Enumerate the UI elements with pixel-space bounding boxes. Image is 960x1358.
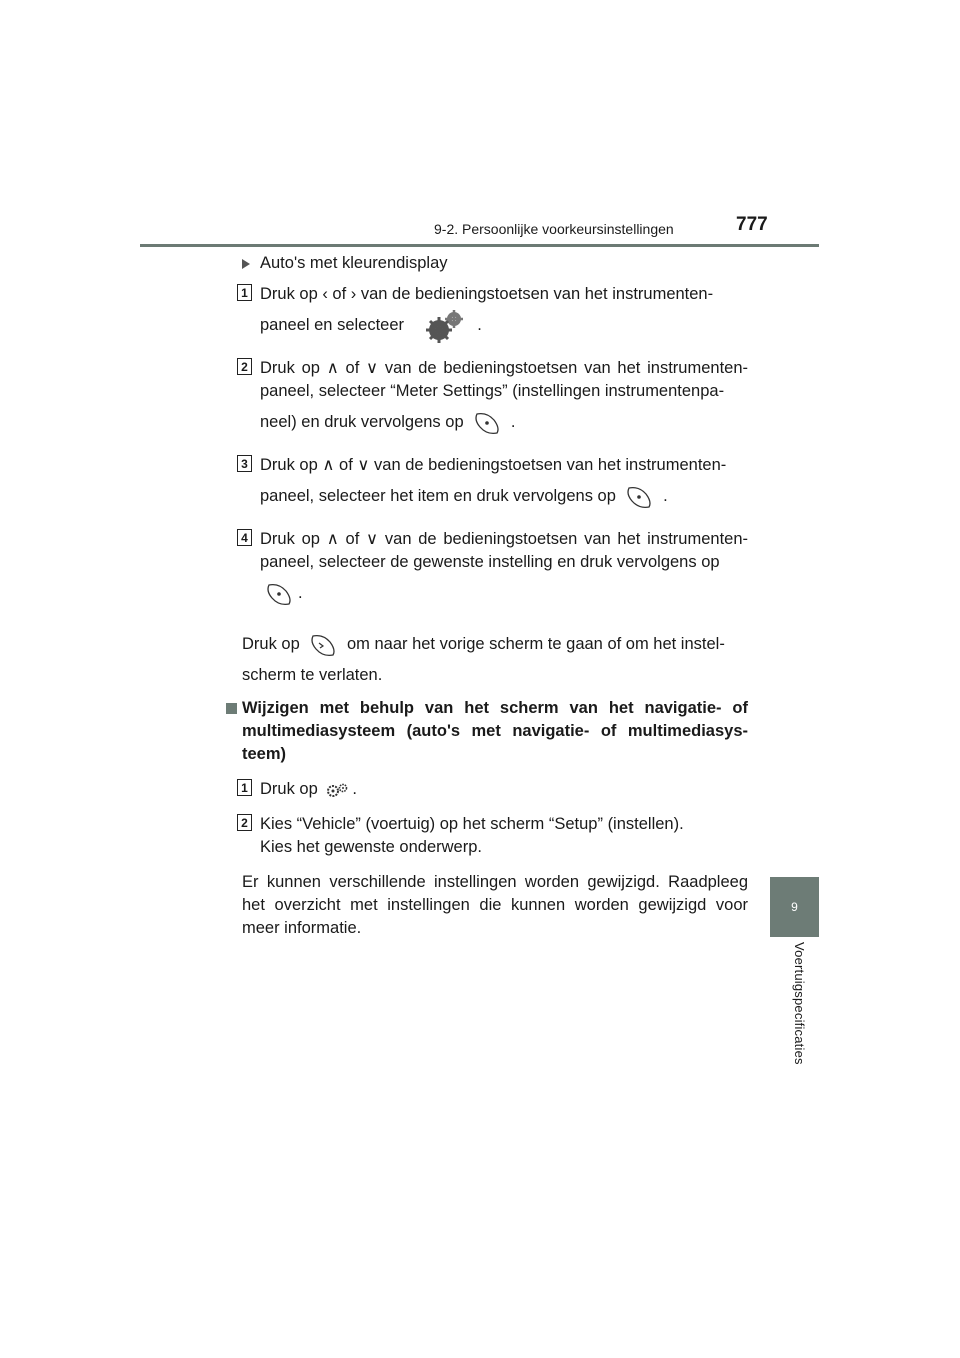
step-number: 4 (237, 529, 252, 546)
step-number: 3 (237, 455, 252, 472)
page-number: 777 (736, 214, 768, 235)
step-b-2 (228, 813, 748, 859)
enter-button-icon (264, 581, 294, 607)
subheading (228, 252, 748, 275)
chapter-tab (770, 877, 819, 937)
step-3: 3 Druk op ∧ of ∨ van de bedieningstoetsen van het instrumenten- paneel, selecteer het item en druk vervolgens op . (228, 454, 748, 516)
step-text: Kies “Vehicle” (voertuig) op het scherm “Setup” (instellen). (260, 815, 684, 833)
enter-button-icon (624, 484, 654, 510)
triangle-bullet-icon (242, 259, 250, 269)
square-bullet-icon (226, 703, 237, 714)
step-4: 4 Druk op ∧ of ∨ van de bedieningstoetsen van het instrumenten-paneel, selecteer de gewenste instelling en druk vervolgens op . (228, 528, 748, 613)
step-number: 2 (237, 358, 252, 375)
step-2: 2 Druk op ∧ of ∨ van de bedieningstoetsen van het instrumenten-paneel, selecteer “Meter Settings” (instellingen instrumentenpa- neel) en druk vervolgens op . (228, 357, 748, 442)
header-divider (140, 244, 819, 247)
step-text: paneel, selecteer het item en druk vervolgens op (260, 487, 616, 505)
step-text: Druk op ∧ of ∨ van de bedieningstoetsen van het instrumenten- (260, 456, 727, 474)
back-button-icon (308, 632, 338, 658)
footnote: Er kunnen verschillende instellingen worden gewijzigd. Raadpleeg het overzicht met instellingen die kunnen worden gewijzigd voor meer informatie. (242, 873, 748, 937)
step-text: Druk op ∧ of ∨ van de bedieningstoetsen van het instrumenten-paneel, selecteer de gewenste instelling en druk vervolgens op (260, 530, 748, 571)
section-title: Wijzigen met behulp van het scherm van het navigatie- of multimediasysteem (auto's met navigatie- of multimediasys-teem) (228, 697, 748, 766)
step-1: 1 Druk op ‹ of › van de bedieningstoetsen van het instrumenten- paneel en selecteer . (228, 283, 748, 345)
setup-gear-icon (325, 782, 349, 798)
step-number: 1 (237, 779, 252, 796)
section-header: 9-2. Persoonlijke voorkeursinstellingen (434, 221, 674, 237)
step-number: 1 (237, 284, 252, 301)
step-text: Kies het gewenste onderwerp. (260, 838, 482, 856)
step-text: Druk op (260, 780, 318, 798)
step-text: neel) en druk vervolgens op (260, 413, 464, 431)
chapter-label: Voertuigspecificaties (792, 942, 807, 1065)
step-number: 2 (237, 814, 252, 831)
step-text: Druk op ‹ of › van de bedieningstoetsen van het instrumenten- (260, 285, 714, 303)
subheading-text: Auto's met kleurendisplay (260, 254, 448, 272)
settings-gear-icon (423, 308, 467, 344)
enter-button-icon (472, 410, 502, 436)
back-note: Druk op om naar het vorige scherm te gaan of om het instel- scherm te verlaten. (228, 625, 748, 687)
page-content (228, 252, 748, 940)
chapter-number: 9 (791, 900, 798, 914)
step-b-1: 1 Druk op . (228, 778, 748, 801)
step-text: paneel en selecteer (260, 316, 405, 334)
step-text: Druk op ∧ of ∨ van de bedieningstoetsen van het instrumenten-paneel, selecteer “Meter Settings” (instellingen instrumentenpa- (260, 359, 748, 400)
